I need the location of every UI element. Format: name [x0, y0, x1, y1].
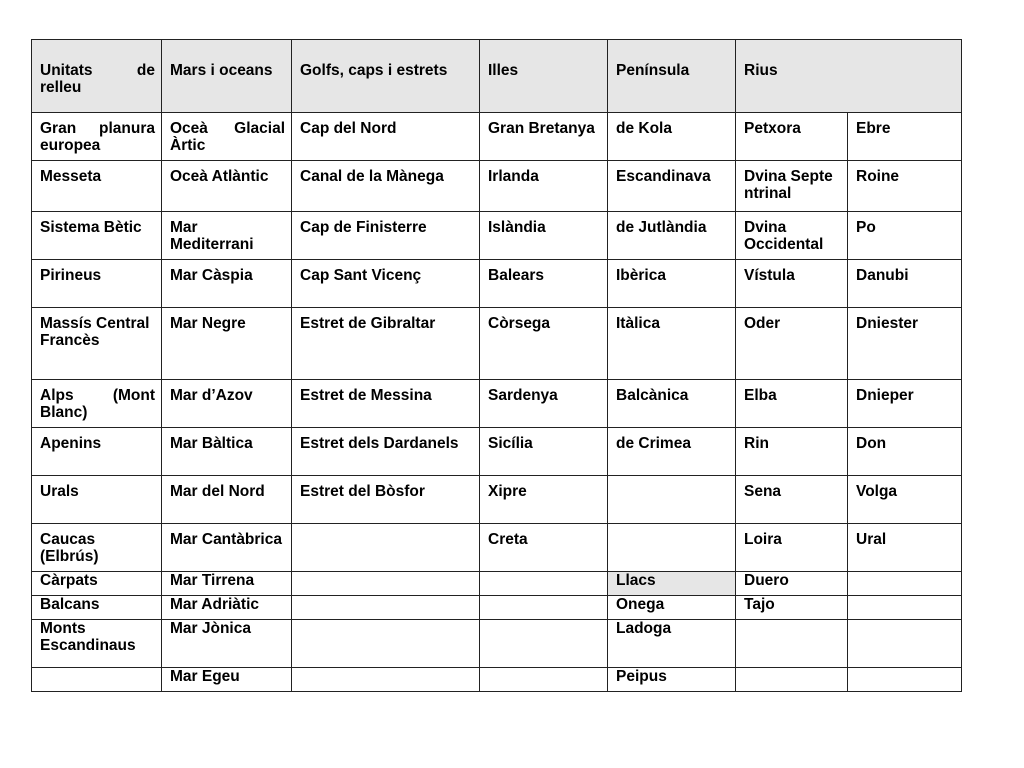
cell-rius: Tajo [736, 596, 848, 620]
cell-relleu: Massís Central Francès [32, 308, 162, 380]
cell-relleu: Caucas (Elbrús) [32, 524, 162, 572]
cell-mars: Mar Bàltica [162, 428, 292, 476]
cell-relleu: Sistema Bètic [32, 212, 162, 260]
cell-illes: Còrsega [480, 308, 608, 380]
cell-golfs: Estret del Bòsfor [292, 476, 480, 524]
cell-rius: Rin [736, 428, 848, 476]
cell-relleu: Càrpats [32, 572, 162, 596]
cell-illes: Xipre [480, 476, 608, 524]
cell-rius: Vístula [736, 260, 848, 308]
cell-peninsula: de Crimea [608, 428, 736, 476]
cell-relleu: Balcans [32, 596, 162, 620]
cell-rius: Loira [736, 524, 848, 572]
cell-rius: Petxora [736, 113, 848, 161]
cell-relleu: Pirineus [32, 260, 162, 308]
cell-peninsula: Onega [608, 596, 736, 620]
cell-peninsula-lakes-heading: Llacs [608, 572, 736, 596]
table-row [32, 476, 962, 524]
cell-rius-2: Ebre [848, 113, 962, 161]
cell-rius: Dvina Occidental [736, 212, 848, 260]
cell-peninsula [608, 524, 736, 572]
table-row [32, 308, 962, 380]
cell-illes: Sicília [480, 428, 608, 476]
cell-mars: Mar Egeu [162, 668, 292, 692]
cell-peninsula: Ladoga [608, 620, 736, 668]
cell-golfs [292, 524, 480, 572]
cell-illes [480, 572, 608, 596]
cell-rius-2 [848, 668, 962, 692]
header-row [32, 40, 962, 113]
cell-illes: Irlanda [480, 161, 608, 212]
cell-golfs [292, 572, 480, 596]
cell-mars: Mar Mediterrani [162, 212, 292, 260]
cell-rius: Sena [736, 476, 848, 524]
cell-mars: Oceà Atlàntic [162, 161, 292, 212]
header-peninsula: Península [608, 40, 736, 113]
cell-mars: Mar Càspia [162, 260, 292, 308]
cell-peninsula: Itàlica [608, 308, 736, 380]
cell-mars: Mar Tirrena [162, 572, 292, 596]
cell-relleu: Monts Escandinaus [32, 620, 162, 668]
table-row [32, 260, 962, 308]
cell-rius: Oder [736, 308, 848, 380]
cell-rius [736, 620, 848, 668]
cell-rius-2: Danubi [848, 260, 962, 308]
cell-rius-2 [848, 620, 962, 668]
cell-illes: Gran Bretanya [480, 113, 608, 161]
cell-peninsula: de Kola [608, 113, 736, 161]
cell-rius-2 [848, 596, 962, 620]
cell-relleu: Gran planura europea [32, 113, 162, 161]
cell-mars: Mar Jònica [162, 620, 292, 668]
table-row [32, 161, 962, 212]
cell-golfs: Estret de Gibraltar [292, 308, 480, 380]
table-row [32, 380, 962, 428]
cell-golfs: Cap Sant Vicenç [292, 260, 480, 308]
cell-rius-2: Ural [848, 524, 962, 572]
cell-illes [480, 668, 608, 692]
geography-table [31, 39, 962, 692]
cell-rius: Elba [736, 380, 848, 428]
cell-rius-2: Po [848, 212, 962, 260]
cell-illes: Sardenya [480, 380, 608, 428]
cell-mars: Mar del Nord [162, 476, 292, 524]
cell-mars: Mar Adriàtic [162, 596, 292, 620]
cell-rius: Dvina Septentrinal [736, 161, 848, 212]
header-mars: Mars i oceans [162, 40, 292, 113]
cell-relleu [32, 668, 162, 692]
table-row [32, 428, 962, 476]
cell-illes [480, 596, 608, 620]
cell-golfs [292, 668, 480, 692]
table-row [32, 212, 962, 260]
header-golfs: Golfs, caps i estrets [292, 40, 480, 113]
cell-illes: Islàndia [480, 212, 608, 260]
cell-peninsula: Escandinava [608, 161, 736, 212]
cell-golfs: Estret de Messina [292, 380, 480, 428]
header-illes: Illes [480, 40, 608, 113]
cell-relleu: Alps (Mont Blanc) [32, 380, 162, 428]
cell-golfs: Estret dels Dardanels [292, 428, 480, 476]
cell-peninsula: Ibèrica [608, 260, 736, 308]
table-row [32, 620, 962, 668]
header-relleu: Unitats de relleu [32, 40, 162, 113]
cell-peninsula: Peipus [608, 668, 736, 692]
cell-rius-2: Dnieper [848, 380, 962, 428]
cell-rius-2: Volga [848, 476, 962, 524]
table-row [32, 572, 962, 596]
cell-rius [736, 668, 848, 692]
cell-mars: Mar Cantàbrica [162, 524, 292, 572]
table-row [32, 668, 962, 692]
cell-peninsula [608, 476, 736, 524]
cell-rius: Duero [736, 572, 848, 596]
cell-illes: Balears [480, 260, 608, 308]
cell-golfs: Canal de la Mànega [292, 161, 480, 212]
cell-illes: Creta [480, 524, 608, 572]
cell-golfs: Cap de Finisterre [292, 212, 480, 260]
cell-rius-2 [848, 572, 962, 596]
cell-peninsula: Balcànica [608, 380, 736, 428]
cell-golfs: Cap del Nord [292, 113, 480, 161]
cell-illes [480, 620, 608, 668]
cell-rius-2: Don [848, 428, 962, 476]
table-row [32, 524, 962, 572]
table-row [32, 113, 962, 161]
cell-golfs [292, 620, 480, 668]
cell-golfs [292, 596, 480, 620]
header-rius: Rius [736, 40, 962, 113]
cell-relleu: Messeta [32, 161, 162, 212]
cell-relleu: Urals [32, 476, 162, 524]
cell-rius-2: Dniester [848, 308, 962, 380]
cell-mars: Mar Negre [162, 308, 292, 380]
cell-peninsula: de Jutlàndia [608, 212, 736, 260]
cell-relleu: Apenins [32, 428, 162, 476]
cell-rius-2: Roine [848, 161, 962, 212]
table-row [32, 596, 962, 620]
cell-mars: Oceà Glacial Àrtic [162, 113, 292, 161]
cell-mars: Mar d’Azov [162, 380, 292, 428]
